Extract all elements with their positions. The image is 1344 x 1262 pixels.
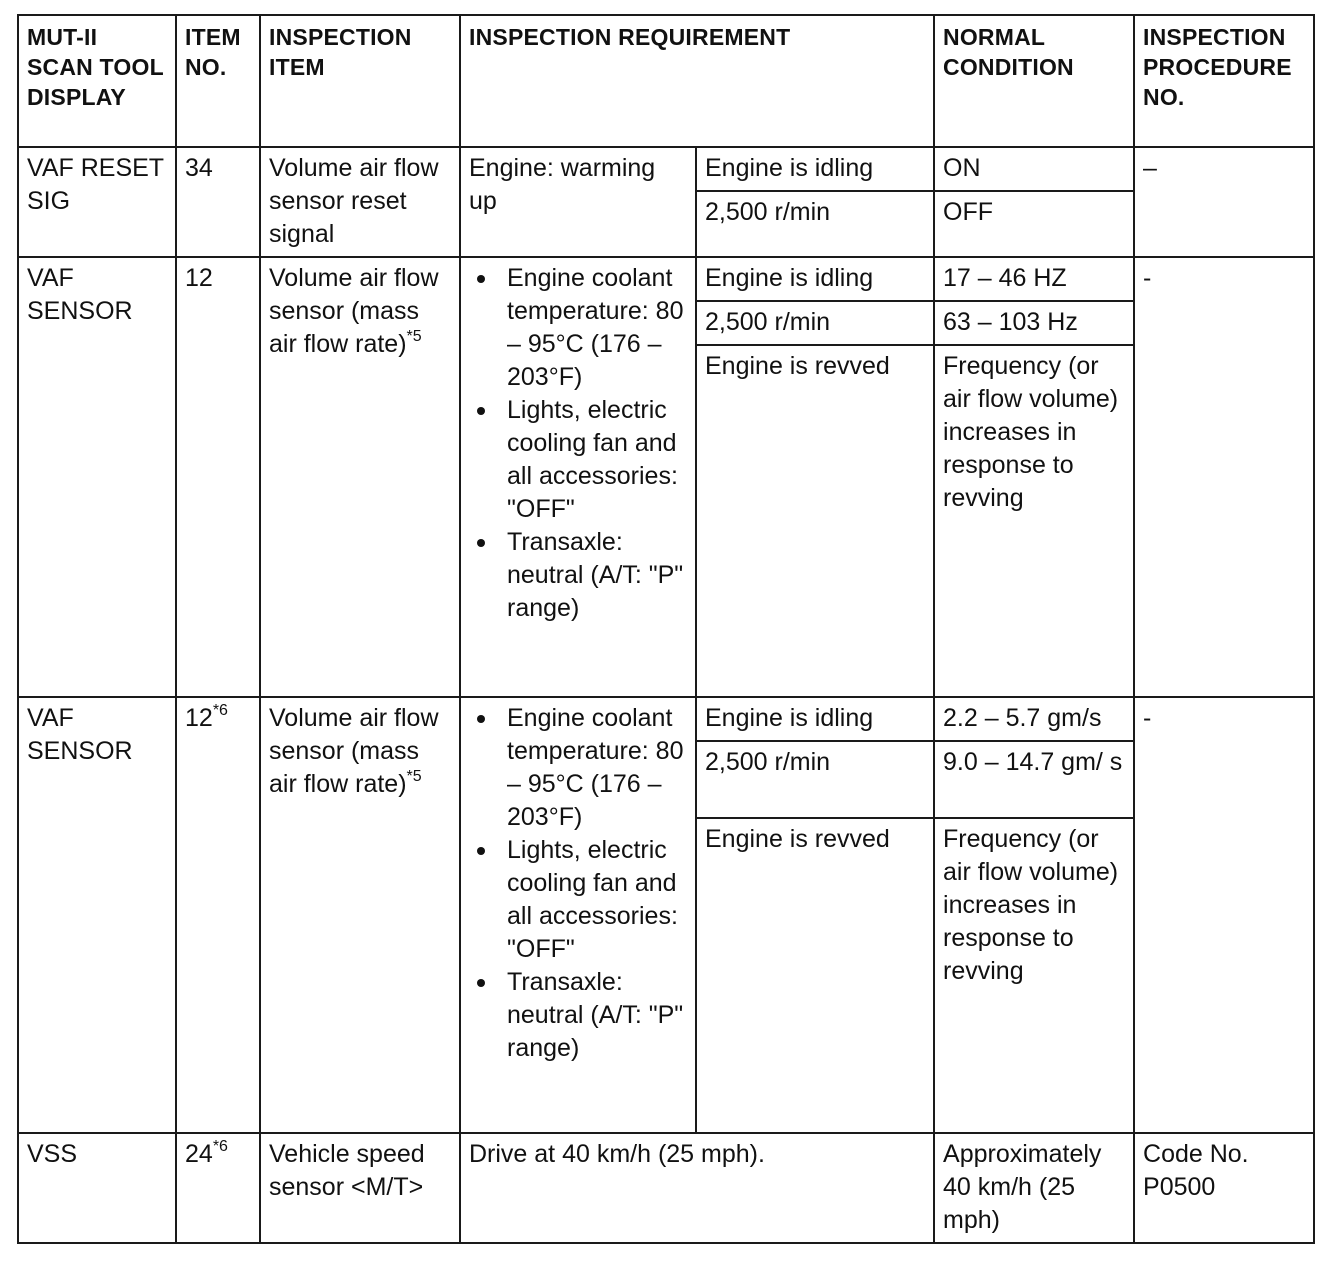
cell-display: VAF SENSOR (18, 697, 176, 1133)
header-procedure-no: INSPECTION PROCEDURE NO. (1134, 15, 1314, 147)
cell-normal: 63 – 103 Hz (934, 301, 1134, 345)
list-item: Engine coolant temperature: 80 – 95°C (176 – 203°F) (507, 262, 687, 394)
cell-normal: ON (934, 147, 1134, 191)
list-item: Transaxle: neutral (A/T: "P" range) (507, 966, 687, 1065)
cell-inspection-item (260, 257, 460, 697)
footnote-marker: *5 (406, 767, 422, 785)
footnote-marker: *6 (212, 701, 228, 719)
item-text: Volume air flow sensor (mass air flow rate) (269, 704, 439, 798)
cell-condition: 2,500 r/min (696, 301, 934, 345)
cell-requirement (460, 257, 696, 697)
cell-normal: 2.2 – 5.7 gm/s (934, 697, 1134, 741)
inspection-table (17, 14, 1315, 1244)
list-item: Lights, electric cooling fan and all accessories: "OFF" (507, 394, 687, 526)
cell-normal: Frequency (or air flow volume) increases in response to revving (934, 345, 1134, 697)
cell-normal: Approximately 40 km/h (25 mph) (934, 1133, 1134, 1243)
cell-normal: 17 – 46 HZ (934, 257, 1134, 301)
table-row (18, 1133, 1314, 1243)
cell-normal: Frequency (or air flow volume) increases in response to revving (934, 818, 1134, 1133)
cell-condition: Engine is idling (696, 257, 934, 301)
cell-item-no (176, 697, 260, 1133)
cell-display: VAF SENSOR (18, 257, 176, 697)
cell-item-no: 34 (176, 147, 260, 257)
cell-procedure: - (1134, 257, 1314, 697)
table-row (18, 257, 1314, 301)
cell-condition: Engine is idling (696, 697, 934, 741)
item-text: Volume air flow sensor (mass air flow rate) (269, 264, 439, 358)
list-item: Transaxle: neutral (A/T: "P" range) (507, 526, 687, 625)
cell-inspection-item: Vehicle speed sensor <M/T> (260, 1133, 460, 1243)
header-inspection-requirement: INSPECTION REQUIREMENT (460, 15, 934, 147)
list-item: Lights, electric cooling fan and all accessories: "OFF" (507, 834, 687, 966)
cell-inspection-item (260, 697, 460, 1133)
cell-procedure: - (1134, 697, 1314, 1133)
footnote-marker: *5 (406, 327, 422, 345)
cell-procedure: Code No. P0500 (1134, 1133, 1314, 1243)
cell-item-no (176, 1133, 260, 1243)
cell-condition: Engine is revved (696, 345, 934, 697)
cell-condition: 2,500 r/min (696, 741, 934, 818)
header-display: MUT-II SCAN TOOL DISPLAY (18, 15, 176, 147)
item-no-text: 12 (185, 704, 213, 732)
requirement-list (469, 262, 687, 625)
cell-normal: OFF (934, 191, 1134, 257)
cell-condition: Engine is revved (696, 818, 934, 1133)
cell-condition: Engine is idling (696, 147, 934, 191)
item-no-text: 24 (185, 1140, 213, 1168)
cell-display: VSS (18, 1133, 176, 1243)
table-row (18, 697, 1314, 741)
cell-normal: 9.0 – 14.7 gm/ s (934, 741, 1134, 818)
cell-condition: 2,500 r/min (696, 191, 934, 257)
cell-item-no: 12 (176, 257, 260, 697)
footnote-marker: *6 (212, 1137, 228, 1155)
table-row (18, 147, 1314, 191)
header-inspection-item: INSPECTION ITEM (260, 15, 460, 147)
cell-requirement: Engine: warming up (460, 147, 696, 257)
cell-inspection-item: Volume air flow sensor reset signal (260, 147, 460, 257)
inspection-table-container (17, 14, 1315, 1244)
header-row (18, 15, 1314, 147)
header-normal-condition: NORMAL CONDITION (934, 15, 1134, 147)
cell-requirement (460, 697, 696, 1133)
list-item: Engine coolant temperature: 80 – 95°C (176 – 203°F) (507, 702, 687, 834)
requirement-list (469, 702, 687, 1065)
cell-display: VAF RESET SIG (18, 147, 176, 257)
cell-procedure: – (1134, 147, 1314, 257)
header-item-no: ITEM NO. (176, 15, 260, 147)
cell-requirement: Drive at 40 km/h (25 mph). (460, 1133, 934, 1243)
